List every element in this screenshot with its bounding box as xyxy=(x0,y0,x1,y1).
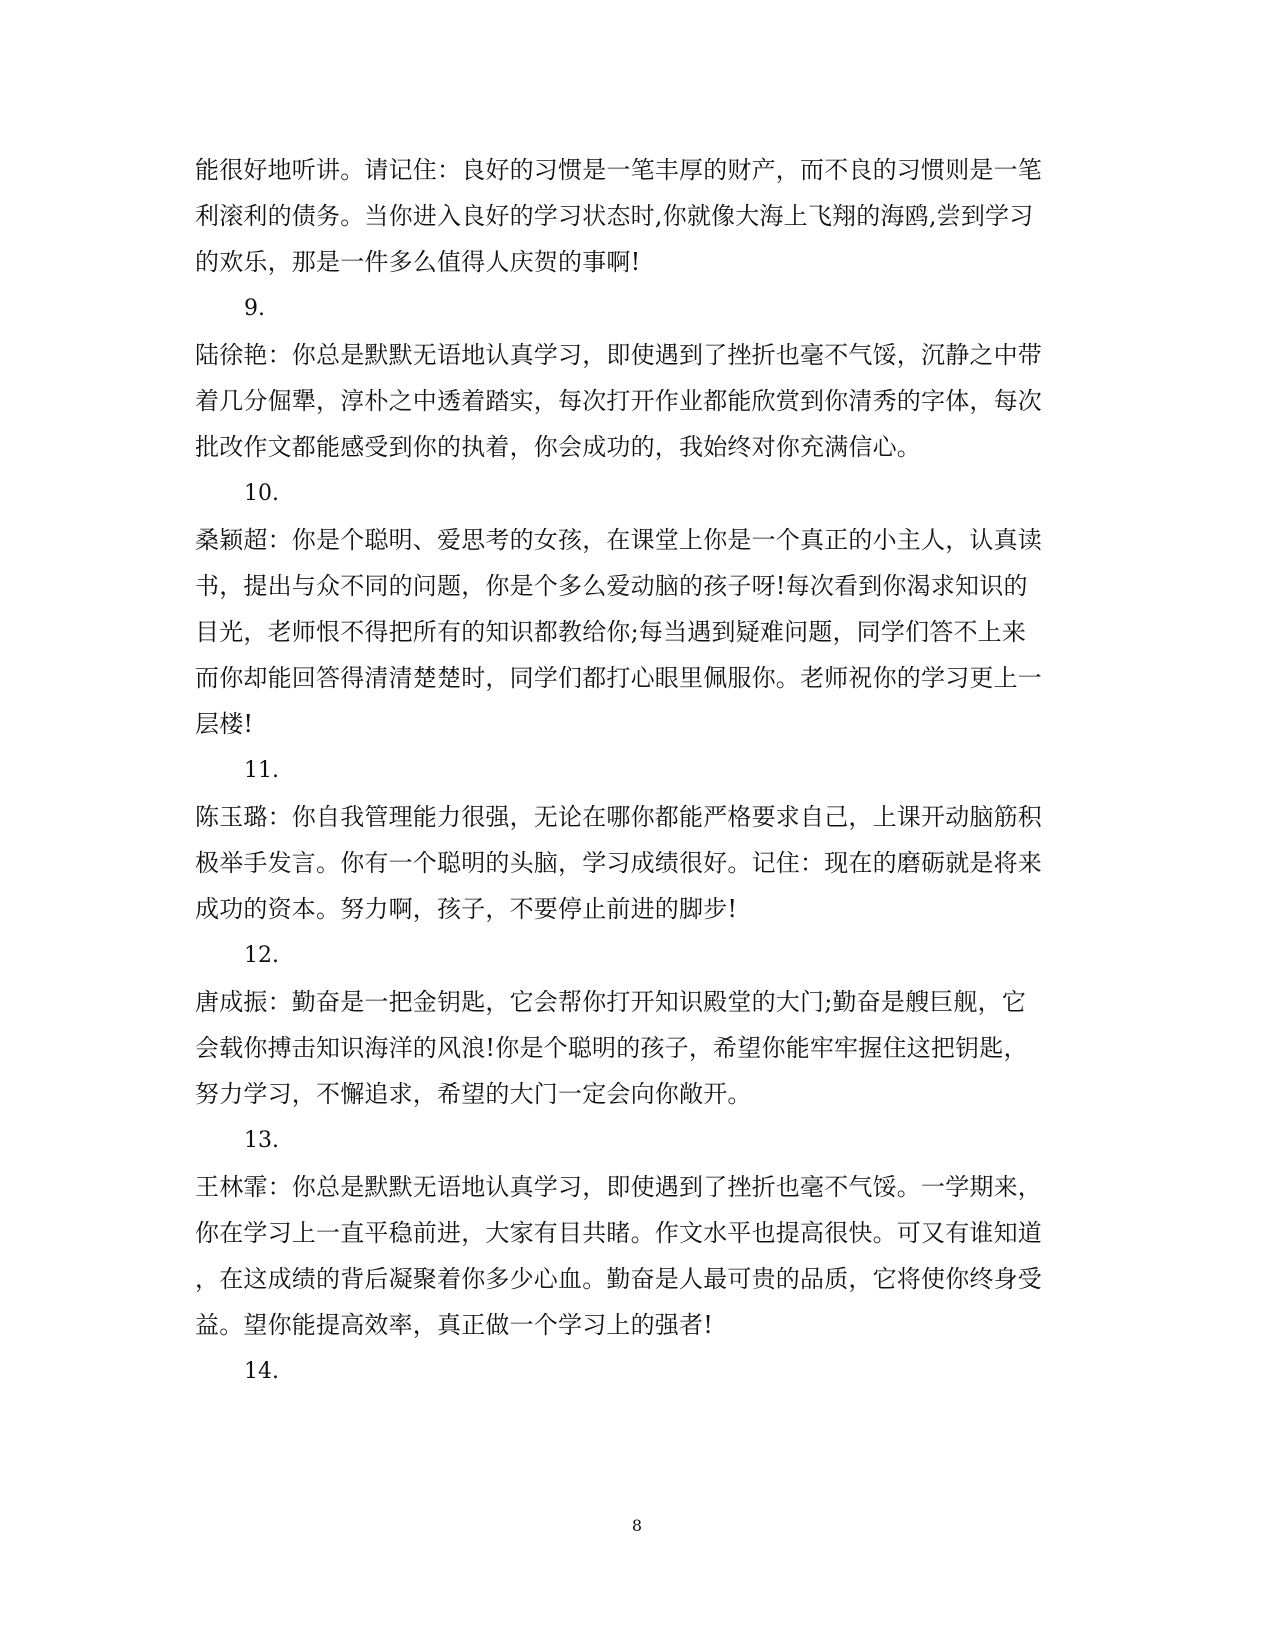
text-line: 桑颖超：你是个聪明、爱思考的女孩，在课堂上你是一个真正的小主人，认真读 xyxy=(195,526,1042,554)
text-line: 王林霏：你总是默默无语地认真学习，即使遇到了挫折也毫不气馁。一学期来， xyxy=(195,1173,1042,1201)
text-line: 目光，老师恨不得把所有的知识都教给你;每当遇到疑难问题，同学们答不上来 xyxy=(195,618,1027,646)
text-line: 能很好地听讲。请记住：良好的习惯是一笔丰厚的财产，而不良的习惯则是一笔 xyxy=(195,156,1042,184)
entry-number: 11. xyxy=(244,758,279,783)
text-line: 的欢乐，那是一件多么值得人庆贺的事啊! xyxy=(195,248,641,276)
text-line: 陈玉璐：你自我管理能力很强，无论在哪你都能严格要求自己，上课开动脑筋积 xyxy=(195,803,1042,831)
text-line: 而你却能回答得清清楚楚时，同学们都打心眼里佩服你。老师祝你的学习更上一 xyxy=(195,664,1042,692)
text-line: 陆徐艳：你总是默默无语地认真学习，即使遇到了挫折也毫不气馁，沉静之中带 xyxy=(195,341,1042,369)
text-line: 层楼! xyxy=(195,710,254,738)
page-number: 8 xyxy=(631,1516,643,1535)
entry-number: 13. xyxy=(244,1128,279,1153)
text-line: 益。望你能提高效率，真正做一个学习上的强者! xyxy=(195,1311,714,1339)
text-line: 努力学习，不懈追求，希望的大门一定会向你敞开。 xyxy=(195,1080,752,1108)
text-line: 唐成振：勤奋是一把金钥匙，它会帮你打开知识殿堂的大门;勤奋是艘巨舰，它 xyxy=(195,988,1027,1016)
entry-number: 10. xyxy=(244,481,279,506)
entry-number: 14. xyxy=(244,1359,279,1384)
text-line: 成功的资本。努力啊，孩子，不要停止前进的脚步! xyxy=(195,895,738,923)
entry-number: 12. xyxy=(244,943,279,968)
text-line: 极举手发言。你有一个聪明的头脑，学习成绩很好。记住：现在的磨砺就是将来 xyxy=(195,849,1042,877)
entry-number: 9. xyxy=(244,296,265,321)
text-line: 利滚利的债务。当你进入良好的学习状态时,你就像大海上飞翔的海鸥,尝到学习 xyxy=(195,202,1034,230)
text-line: 会载你搏击知识海洋的风浪!你是个聪明的孩子，希望你能牢牢握住这把钥匙， xyxy=(195,1034,1028,1062)
text-line: 你在学习上一直平稳前进，大家有目共睹。作文水平也提高很快。可又有谁知道 xyxy=(195,1219,1042,1247)
text-line: 批改作文都能感受到你的执着，你会成功的，我始终对你充满信心。 xyxy=(195,433,921,461)
text-line: 书，提出与众不同的问题，你是个多么爱动脑的孩子呀!每次看到你渴求知识的 xyxy=(195,572,1028,600)
text-line: 着几分倔犟，淳朴之中透着踏实，每次打开作业都能欣赏到你清秀的字体，每次 xyxy=(195,387,1042,415)
text-line: ，在这成绩的背后凝聚着你多少心血。勤奋是人最可贵的品质，它将使你终身受 xyxy=(195,1265,1042,1293)
